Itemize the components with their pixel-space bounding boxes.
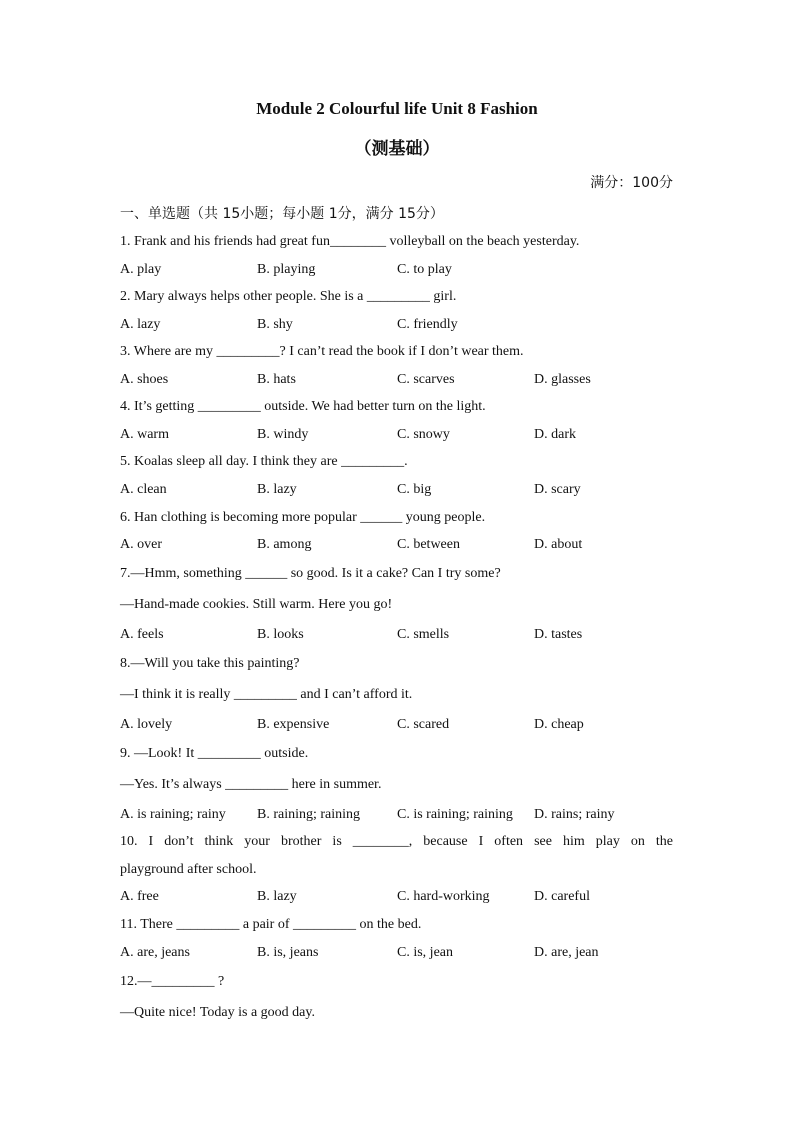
question-2-options	[120, 316, 680, 334]
option-d[interactable]: D. dark	[534, 427, 576, 442]
question-10-line-2: playground after school.	[120, 862, 257, 877]
option-b[interactable]: B. playing	[257, 262, 316, 277]
question-12-line-2: —Quite nice! Today is a good day.	[120, 1005, 315, 1020]
question-9-options	[120, 806, 680, 824]
question-5-options	[120, 481, 680, 499]
option-b[interactable]: B. expensive	[257, 717, 330, 732]
question-5-text: 5. Koalas sleep all day. I think they are _________.	[120, 454, 408, 469]
option-d[interactable]: D. scary	[534, 482, 581, 497]
question-11-options	[120, 944, 680, 962]
question-9-line-2: —Yes. It’s always _________ here in summer.	[120, 777, 382, 792]
question-8-line-2: —I think it is really _________ and I can’t afford it.	[120, 687, 413, 702]
option-d[interactable]: D. tastes	[534, 627, 583, 642]
option-b[interactable]: B. among	[257, 537, 312, 552]
option-a[interactable]: A. warm	[120, 427, 169, 442]
option-b[interactable]: B. windy	[257, 427, 309, 442]
option-b[interactable]: B. raining; raining	[257, 807, 361, 822]
question-7-options	[120, 626, 680, 644]
question-7-line-1: 7.—Hmm, something ______ so good. Is it a cake? Can I try some?	[120, 566, 501, 581]
option-a[interactable]: A. lazy	[120, 317, 161, 332]
option-a[interactable]: A. free	[120, 889, 159, 904]
option-b[interactable]: B. looks	[257, 627, 304, 642]
question-10-options	[120, 888, 680, 906]
option-b[interactable]: B. shy	[257, 317, 293, 332]
option-d[interactable]: D. careful	[534, 889, 590, 904]
option-c[interactable]: C. is raining; raining	[397, 807, 513, 822]
option-c[interactable]: C. snowy	[397, 427, 450, 442]
question-8-options	[120, 716, 680, 734]
question-3-text: 3. Where are my _________? I can’t read the book if I don’t wear them.	[120, 344, 524, 359]
option-c[interactable]: C. big	[397, 482, 432, 497]
option-a[interactable]: A. are, jeans	[120, 945, 190, 960]
option-b[interactable]: B. lazy	[257, 482, 297, 497]
question-6-options	[120, 536, 680, 554]
question-1-options	[120, 261, 680, 279]
question-11-text: 11. There _________ a pair of _________ on the bed.	[120, 917, 422, 932]
option-c[interactable]: C. scarves	[397, 372, 455, 387]
question-1-text: 1. Frank and his friends had great fun________ volleyball on the beach yesterday.	[120, 234, 580, 249]
question-4-text: 4. It’s getting _________ outside. We had better turn on the light.	[120, 399, 486, 414]
option-c[interactable]: C. hard-working	[397, 889, 490, 904]
option-c[interactable]: C. scared	[397, 717, 450, 732]
option-c[interactable]: C. to play	[397, 262, 452, 277]
option-a[interactable]: A. is raining; rainy	[120, 807, 226, 822]
section-heading: 一、单选题（共 15小题；每小题 1分，满分 15分）	[120, 206, 444, 222]
option-d[interactable]: D. rains; rainy	[534, 807, 615, 822]
option-d[interactable]: D. are, jean	[534, 945, 599, 960]
page-subtitle: （测基础）	[354, 139, 440, 159]
option-c[interactable]: C. smells	[397, 627, 450, 642]
option-a[interactable]: A. shoes	[120, 372, 169, 387]
option-c[interactable]: C. friendly	[397, 317, 458, 332]
option-a[interactable]: A. feels	[120, 627, 164, 642]
page-title: Module 2 Colourful life Unit 8 Fashion	[256, 99, 538, 118]
question-2-text: 2. Mary always helps other people. She is a _________ girl.	[120, 289, 457, 304]
full-score-label: 满分：100分	[590, 175, 673, 191]
option-c[interactable]: C. is, jean	[397, 945, 453, 960]
question-9-line-1: 9. —Look! It _________ outside.	[120, 746, 309, 761]
question-3-options	[120, 371, 680, 389]
option-d[interactable]: D. about	[534, 537, 583, 552]
question-12-line-1: 12.—_________ ?	[120, 974, 225, 989]
option-b[interactable]: B. lazy	[257, 889, 297, 904]
question-4-options	[120, 426, 680, 444]
option-c[interactable]: C. between	[397, 537, 460, 552]
option-a[interactable]: A. lovely	[120, 717, 173, 732]
option-d[interactable]: D. cheap	[534, 717, 584, 732]
option-b[interactable]: B. hats	[257, 372, 296, 387]
option-b[interactable]: B. is, jeans	[257, 945, 319, 960]
question-7-line-2: —Hand-made cookies. Still warm. Here you go!	[120, 597, 393, 612]
option-a[interactable]: A. clean	[120, 482, 167, 497]
option-a[interactable]: A. over	[120, 537, 162, 552]
question-8-line-1: 8.—Will you take this painting?	[120, 656, 300, 671]
option-d[interactable]: D. glasses	[534, 372, 591, 387]
option-a[interactable]: A. play	[120, 262, 162, 277]
question-10-line-1: 10. I don’t think your brother is ________, because I often see him play on the	[120, 834, 673, 849]
question-6-text: 6. Han clothing is becoming more popular ______ young people.	[120, 510, 486, 525]
